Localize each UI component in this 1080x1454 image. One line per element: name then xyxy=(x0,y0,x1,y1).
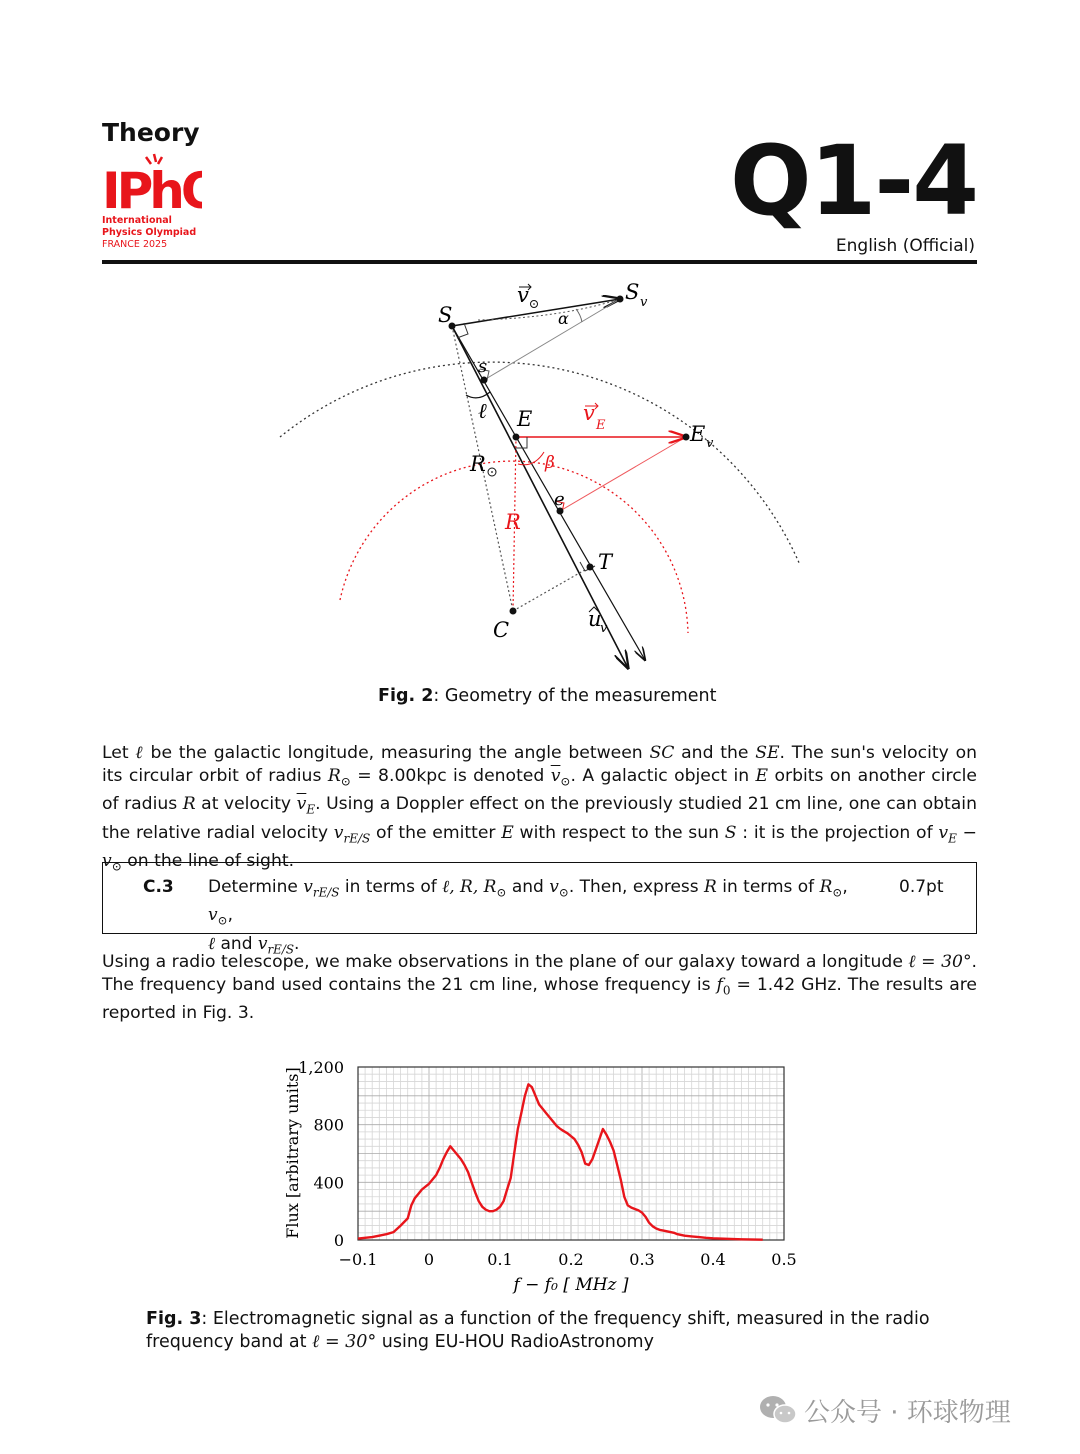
label-Ev: E xyxy=(690,422,706,446)
y-axis-label: Flux [arbitrary units] xyxy=(283,1067,302,1239)
label-alpha: α xyxy=(558,309,569,328)
flux-series-line xyxy=(358,1084,763,1239)
p1-text: − xyxy=(956,822,978,843)
wechat-icon xyxy=(758,1394,798,1426)
figure2-caption-label: Fig. 2 xyxy=(378,686,434,706)
p1-text: . A galactic object in xyxy=(570,766,756,786)
x-tick-label: 0.1 xyxy=(487,1250,513,1269)
question-number: C.3 xyxy=(143,877,174,897)
p1-math: E xyxy=(501,822,514,843)
label-E: E xyxy=(517,407,533,431)
p1-text: on the line of sight. xyxy=(121,851,295,872)
watermark-text: 公众号 · 环球物理 xyxy=(804,1397,1011,1428)
header-rule xyxy=(102,260,977,264)
p1-math: SE xyxy=(755,743,780,763)
p1-math: R xyxy=(327,766,341,786)
label-R: R xyxy=(505,510,521,534)
p1-math: $\overline{v}$ xyxy=(550,766,561,786)
p1-math: ℓ xyxy=(135,743,144,763)
label-ell: ℓ xyxy=(478,399,487,423)
p2-text: Using a radio telescope, we make observations in the plane of our galaxy toward a longitude xyxy=(102,952,909,972)
p1-math: v xyxy=(333,822,344,843)
question-id: Q1-4 xyxy=(729,125,977,237)
segment-CT xyxy=(513,567,590,611)
label-T: T xyxy=(598,550,613,574)
p1-text: and the xyxy=(674,743,756,763)
figure3-caption xyxy=(146,1308,936,1354)
x-tick-label: 0.3 xyxy=(629,1250,655,1269)
q-math: v xyxy=(257,933,268,954)
figure3-caption-t1: : Electromagnetic signal as a function of the frequency shift, measured in the radio frequency band at xyxy=(146,1309,930,1352)
y-tick-label: 800 xyxy=(313,1115,344,1135)
p1-text: = 8.00kpc is denoted xyxy=(350,766,551,786)
q-text: and xyxy=(215,933,258,954)
geometry-figure xyxy=(0,270,1080,680)
q-math: v xyxy=(549,877,559,897)
figure3-caption-t2: using EU-HOU RadioAstronomy xyxy=(376,1332,654,1352)
question-box xyxy=(102,862,977,957)
question-text: Determine $v_{rE/S}$ in terms of ℓ, R, $R_⊙$ and $v_⊙$. Then, express R in terms of $R_⊙$, $v_⊙$, ℓ and $v_{rE/S}$. xyxy=(208,877,848,957)
p2-math: f xyxy=(716,975,723,995)
q-math: R xyxy=(704,877,717,897)
ipho-logo xyxy=(102,152,202,262)
p1-math: v xyxy=(938,822,949,843)
label-vE: v xyxy=(583,401,595,425)
line-of-sight xyxy=(452,326,628,668)
flux-chart xyxy=(270,1050,810,1300)
q-text: , xyxy=(227,905,233,926)
section-label: Theory xyxy=(102,118,200,147)
p1-math: S xyxy=(724,822,737,843)
figure3-caption-label: Fig. 3 xyxy=(146,1309,202,1329)
p1-math: E xyxy=(755,766,769,786)
label-Sv-sub: v xyxy=(640,295,648,310)
projection-emitter xyxy=(560,437,686,511)
sun-orbit-circle xyxy=(280,362,800,565)
q-math: v xyxy=(303,877,313,897)
p1-math: $\overline{v}$ xyxy=(296,794,307,815)
paragraph-1: Let ℓ be the galactic longitude, measuring the angle between SC and the SE. The sun's velocity on its circular orbit of radius $R_⊙ = 8.00kpc$ is denoted $\overline{v}_⊙$. A galactic object in E orbits on another circle of radius R at velocity $\overline{v}_E$. Using a Doppler effect on the previously studied 21 cm line, one can obtain the relative radial velocity $v_{rE/S}$ of the emitter E with respect to the sun S : it is the projection of $v_E - v_⊙$ on the line of sight. xyxy=(102,743,978,874)
q-math: ℓ xyxy=(208,933,216,954)
label-S: S xyxy=(438,303,453,327)
x-tick-label: 0.4 xyxy=(700,1250,726,1269)
label-C: C xyxy=(493,618,510,642)
label-uv-sub: v xyxy=(600,621,608,636)
q-text: Determine xyxy=(208,877,304,897)
sun-velocity-vector xyxy=(452,299,620,326)
label-vE-sub: E xyxy=(596,418,606,433)
figure3-caption-ell: ℓ = 30° xyxy=(312,1332,377,1352)
label-Ev-sub: v xyxy=(706,436,714,451)
figure2-caption-text: : Geometry of the measurement xyxy=(433,686,717,706)
question-points: 0.7pt xyxy=(899,877,944,897)
q-text: in terms of xyxy=(339,877,443,897)
p1-math: R xyxy=(182,794,196,815)
x-tick-label: 0 xyxy=(423,1250,435,1269)
label-uv: u xyxy=(588,607,602,631)
p1-text: with respect to the sun xyxy=(513,822,725,843)
logo-mark xyxy=(102,152,202,216)
p1-text: be the galactic longitude, measuring the angle between xyxy=(143,743,650,763)
q-text: . Then, express xyxy=(568,877,705,897)
x-tick-label: 0.2 xyxy=(558,1250,584,1269)
logo-line-1: International xyxy=(102,215,172,226)
p1-math: v xyxy=(102,851,112,872)
logo-text: IPh xyxy=(102,162,181,216)
q-text: and xyxy=(506,877,550,897)
language-label: English (Official) xyxy=(835,236,975,256)
p1-math: SC xyxy=(649,743,675,763)
p1-text: of the emitter xyxy=(370,822,502,843)
p1-text: . Using a Doppler effect on the previously studied 21 cm line, one can obtain the relative radial velocity xyxy=(102,794,977,843)
figure2-caption xyxy=(378,685,717,708)
p1-text: Let xyxy=(102,743,136,763)
q-text: in terms of xyxy=(716,877,820,897)
p1-text: . The sun's velocity on its circular orbit of radius xyxy=(102,743,977,786)
label-v-sun: v xyxy=(517,283,529,307)
q-math: ℓ, R, R xyxy=(442,877,497,897)
label-beta: β xyxy=(545,453,555,473)
label-e: e xyxy=(554,489,565,510)
label-Sv: S xyxy=(625,280,640,304)
p1-text: orbits on another circle of radius xyxy=(102,766,977,815)
q-math: v xyxy=(208,905,218,926)
watermark xyxy=(758,1392,1011,1428)
q-text: , xyxy=(842,877,848,897)
p2-math: ℓ = 30° xyxy=(908,952,972,972)
logo-line-3: FRANCE 2025 xyxy=(102,239,168,250)
x-axis-label: f − f₀ [ MHz ] xyxy=(513,1275,629,1295)
projection-sun xyxy=(484,299,620,380)
x-tick-label: 0.5 xyxy=(771,1250,797,1269)
y-tick-label: 0 xyxy=(333,1231,344,1250)
p1-text: at velocity xyxy=(195,794,297,815)
p2-text: . The frequency band used contains the 21 cm line, whose frequency is xyxy=(102,952,978,995)
x-tick-label: −0.1 xyxy=(338,1250,378,1269)
logo-line-2: Physics Olympiad xyxy=(102,227,197,238)
chart-grid xyxy=(358,1067,784,1240)
y-tick-label: 1,200 xyxy=(298,1058,344,1077)
paragraph-2: Using a radio telescope, we make observations in the plane of our galaxy toward a longitude ℓ = 30°. The frequency band used contains the 21 cm line, whose frequency is $f_0 = 1.42$ GHz. The results are reported in Fig. 3. xyxy=(102,952,978,1024)
y-tick-label: 400 xyxy=(313,1173,344,1193)
p2-text: = 1.42 GHz. The results are reported in Fig. 3. xyxy=(102,975,977,1024)
q-text: . xyxy=(294,933,300,954)
label-R-sun: R xyxy=(470,452,486,476)
label-s: s xyxy=(478,356,488,377)
emitter-orbit-circle xyxy=(340,461,688,633)
q-math: R xyxy=(819,877,833,897)
p1-text: : it is the projection of xyxy=(736,822,939,843)
